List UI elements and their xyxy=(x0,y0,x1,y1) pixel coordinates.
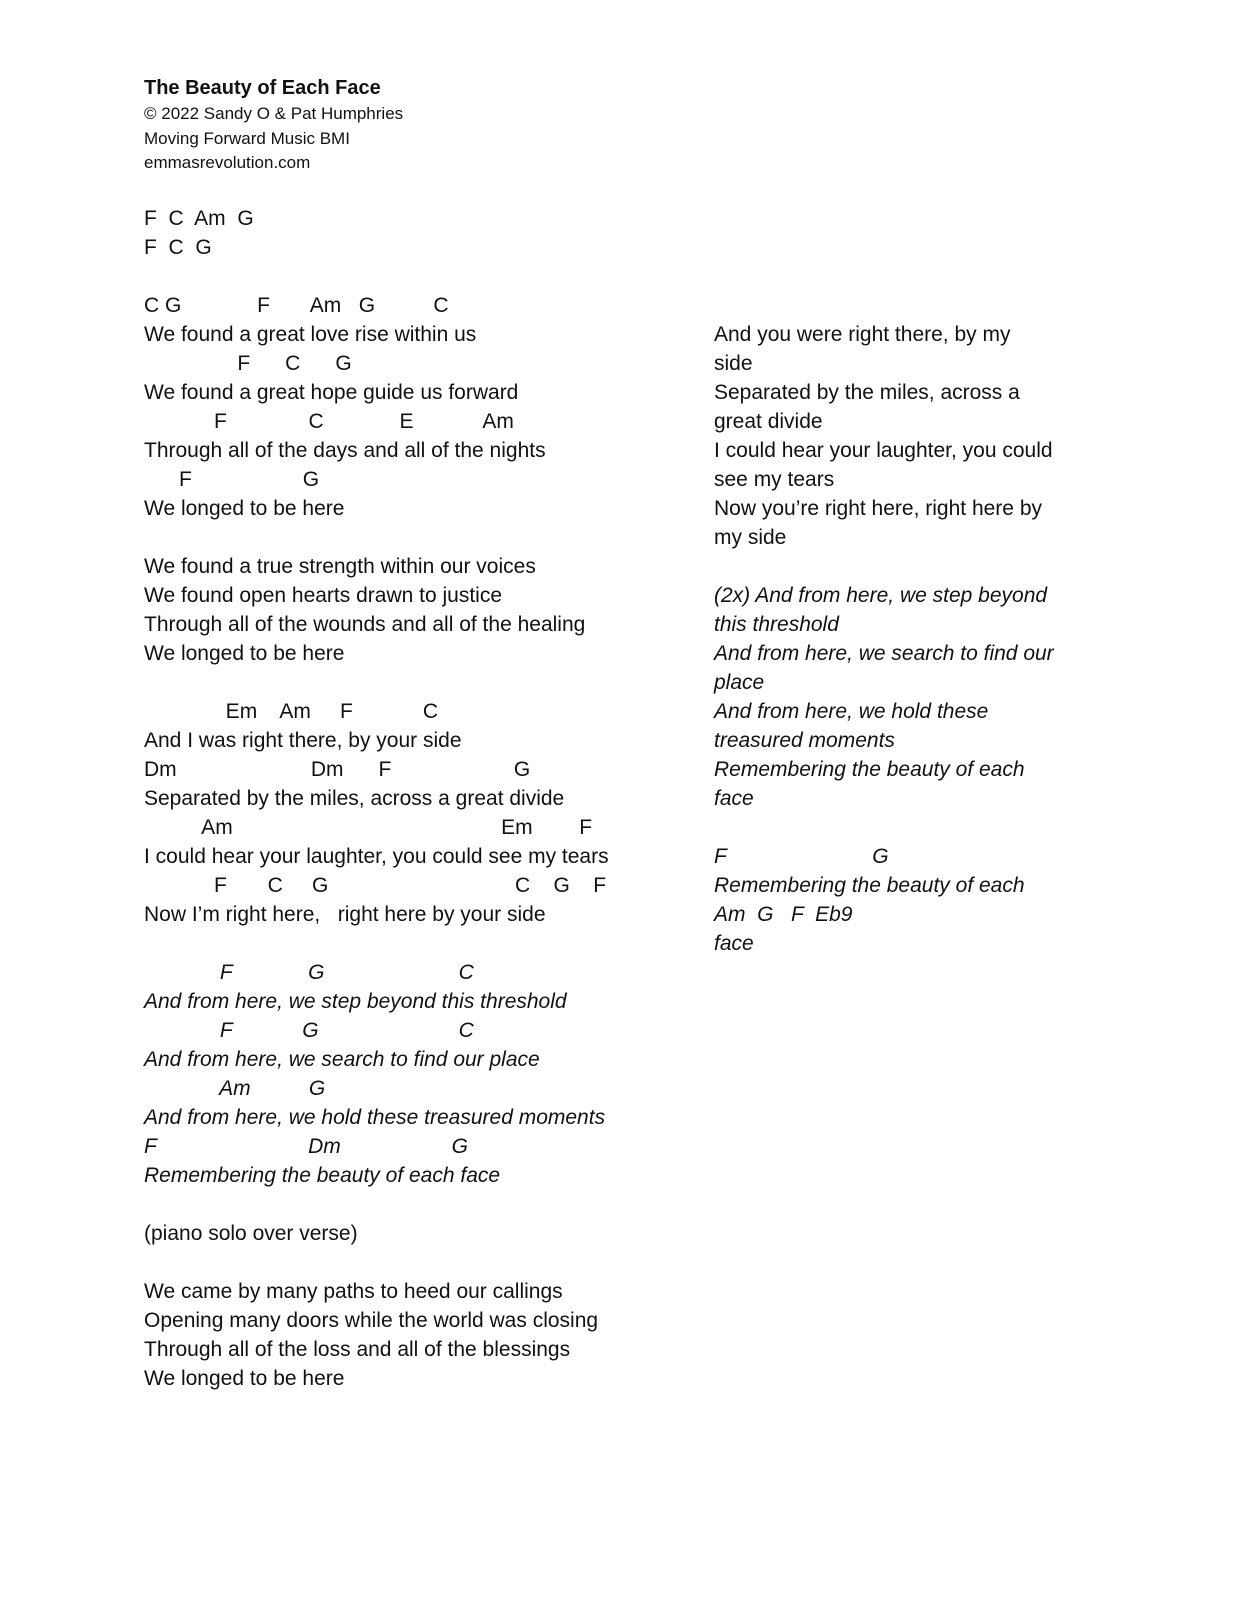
piano-solo-note: (piano solo over verse) xyxy=(144,1222,358,1245)
right-bridge-lyric-6: see my tears xyxy=(714,468,835,491)
verse1-chords-4: F G xyxy=(144,468,320,491)
chorus-chords-4: F Dm G xyxy=(144,1135,468,1158)
bridge-chords-3: Am Em F xyxy=(144,816,593,839)
bridge-lyric-1: And I was right there, by your side xyxy=(144,729,462,752)
right-chorus-lyric-8: face xyxy=(714,787,754,810)
right-bridge-lyric-1: And you were right there, by my xyxy=(714,323,1011,346)
chorus-chords-1: F G C xyxy=(144,961,474,984)
chorus-chords-3: Am G xyxy=(144,1077,326,1100)
right-bridge-lyric-7: Now you’re right here, right here by xyxy=(714,497,1042,520)
ending-lyric-2: face xyxy=(714,932,754,955)
ending-chords-1: F G xyxy=(714,845,889,868)
copyright-line: © 2022 Sandy O & Pat Humphries xyxy=(144,104,404,123)
bridge-lyric-2: Separated by the miles, across a great divide xyxy=(144,787,565,810)
verse3-lyric-2: Opening many doors while the world was closing xyxy=(144,1309,599,1332)
verse2-lyric-4: We longed to be here xyxy=(144,642,345,665)
intro-chords-2: F C G xyxy=(144,236,212,259)
song-title: The Beauty of Each Face xyxy=(144,77,381,99)
publisher-line: Moving Forward Music BMI xyxy=(144,128,350,148)
verse3-lyric-3: Through all of the loss and all of the blessings xyxy=(144,1338,571,1361)
verse1-chords-3: F C E Am xyxy=(144,410,514,433)
right-bridge-lyric-3: Separated by the miles, across a xyxy=(714,381,1020,404)
verse1-lyric-2: We found a great hope guide us forward xyxy=(144,381,519,404)
right-bridge-lyric-8: my side xyxy=(714,526,787,549)
chorus-lyric-2: And from here, we search to find our place xyxy=(144,1048,540,1071)
website-line: emmasrevolution.com xyxy=(144,153,311,172)
verse3-lyric-4: We longed to be here xyxy=(144,1367,345,1390)
chorus-lyric-3: And from here, we hold these treasured moments xyxy=(144,1106,606,1129)
bridge-chords-2: Dm Dm F G xyxy=(144,758,531,781)
right-chorus-lyric-5: And from here, we hold these xyxy=(714,700,989,723)
verse1-lyric-1: We found a great love rise within us xyxy=(144,323,477,346)
right-bridge-lyric-5: I could hear your laughter, you could xyxy=(714,439,1053,462)
ending-chords-2: Am G F Eb9 xyxy=(714,903,853,926)
right-bridge-lyric-2: side xyxy=(714,352,753,375)
verse1-lyric-4: We longed to be here xyxy=(144,497,345,520)
right-bridge-lyric-4: great divide xyxy=(714,410,823,433)
verse2-lyric-2: We found open hearts drawn to justice xyxy=(144,584,502,607)
verse2-lyric-3: Through all of the wounds and all of the healing xyxy=(144,613,586,636)
right-chorus-lyric-7: Remembering the beauty of each xyxy=(714,758,1025,781)
right-chorus-lyric-1: (2x) And from here, we step beyond xyxy=(714,584,1048,607)
right-chorus-lyric-4: place xyxy=(714,671,765,694)
bridge-lyric-3: I could hear your laughter, you could see my tears xyxy=(144,845,609,868)
bridge-lyric-4: Now I’m right here, right here by your side xyxy=(144,903,546,926)
chorus-lyric-4: Remembering the beauty of each face xyxy=(144,1164,501,1187)
verse1-lyric-3: Through all of the days and all of the nights xyxy=(144,439,546,462)
verse1-chords-2: F C G xyxy=(144,352,352,375)
chorus-lyric-1: And from here, we step beyond this threshold xyxy=(144,990,567,1013)
bridge-chords-4: F C G C G F xyxy=(144,874,607,897)
verse3-lyric-1: We came by many paths to heed our callings xyxy=(144,1280,563,1303)
chorus-chords-2: F G C xyxy=(144,1019,474,1042)
bridge-chords-1: Em Am F C xyxy=(144,700,439,723)
right-chorus-lyric-3: And from here, we search to find our xyxy=(714,642,1054,665)
right-chorus-lyric-6: treasured moments xyxy=(714,729,895,752)
ending-lyric-1: Remembering the beauty of each xyxy=(714,874,1025,897)
verse1-chords-1: C G F Am G C xyxy=(144,294,449,317)
verse2-lyric-1: We found a true strength within our voices xyxy=(144,555,536,578)
song-header xyxy=(144,74,403,176)
intro-chords-1: F C Am G xyxy=(144,207,254,230)
right-chorus-lyric-2: this threshold xyxy=(714,613,839,636)
